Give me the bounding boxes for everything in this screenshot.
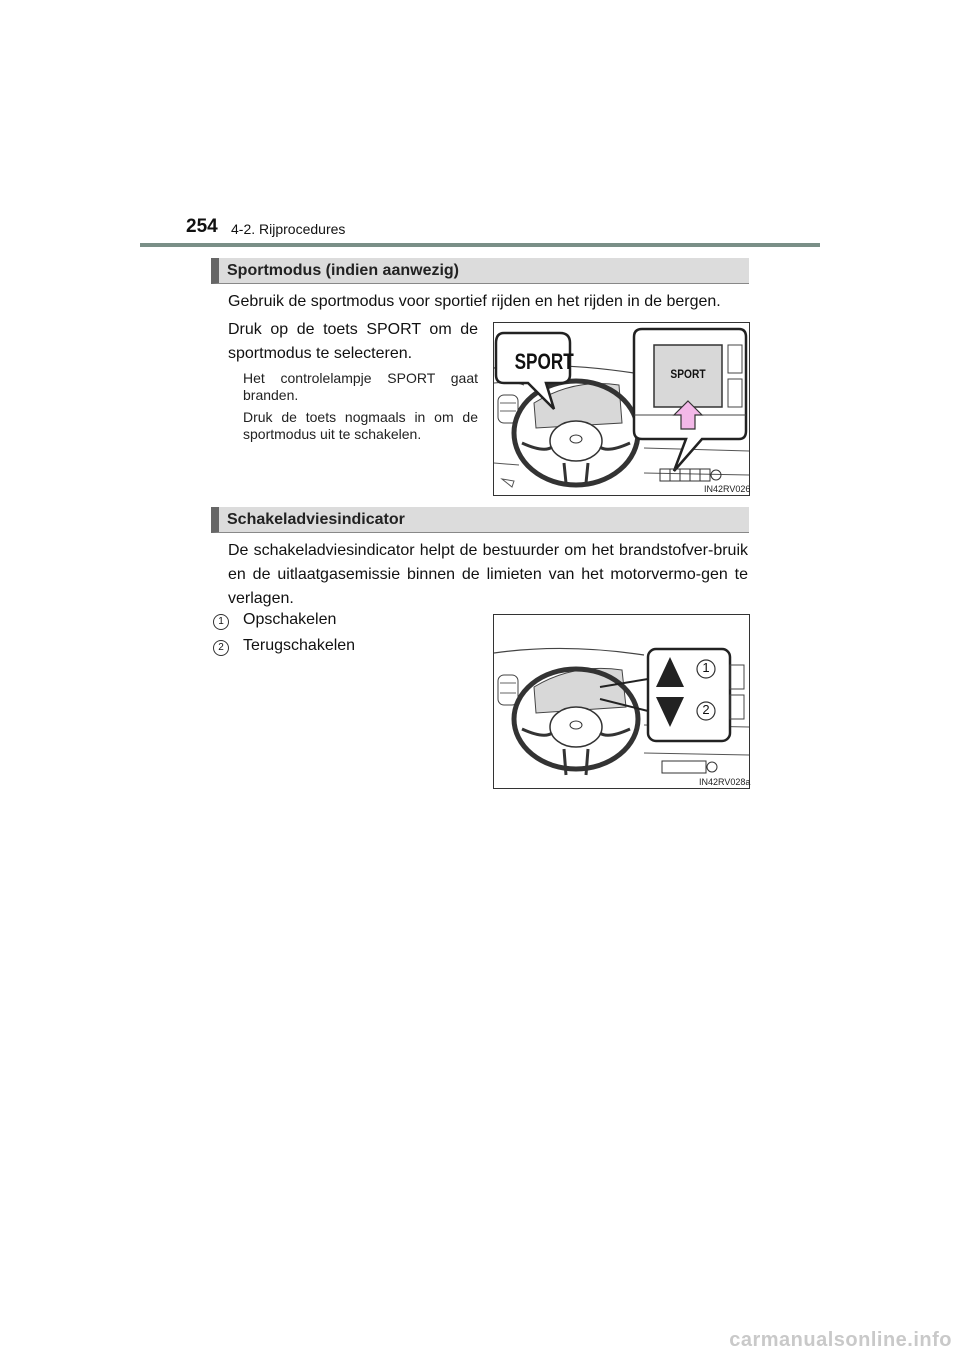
sport-callout-label: SPORT bbox=[514, 349, 574, 374]
figure-code: IN42RV026 bbox=[704, 484, 751, 494]
watermark: carmanualsonline.info bbox=[729, 1329, 952, 1351]
shift-indicator-heading bbox=[211, 507, 749, 533]
figure-code: IN42RV028a bbox=[699, 777, 751, 787]
list-item-downshift: Terugschakelen bbox=[243, 637, 356, 654]
sport-mode-instruction: Druk op de toets SPORT om de sportmodus te selecteren. bbox=[228, 321, 478, 362]
sport-mode-note-1: Het controlelampje SPORT gaat branden. bbox=[243, 370, 478, 403]
list-number-1: 1 bbox=[213, 614, 229, 630]
list-number-2: 2 bbox=[213, 640, 229, 656]
sport-mode-figure bbox=[493, 322, 750, 496]
sport-button-label: SPORT bbox=[670, 367, 706, 381]
list-item-upshift: Opschakelen bbox=[243, 611, 337, 628]
sport-mode-intro: Gebruik de sportmodus voor sportief rijden en het rijden in de bergen. bbox=[228, 293, 721, 310]
sport-mode-note-2: Druk de toets nogmaals in om de sportmodus uit te schakelen. bbox=[243, 409, 478, 442]
shift-indicator-description: De schakeladviesindicator helpt de bestuurder om het brandstofver-bruik en de uitlaatgasemissie binnen de limieten van het motorvermo-gen te verlagen. bbox=[228, 542, 748, 607]
shift-indicator-figure bbox=[493, 614, 750, 789]
header-divider bbox=[140, 243, 820, 247]
page-number: 254 bbox=[186, 216, 218, 237]
shift-indicator-heading-text: Schakeladviesindicator bbox=[227, 511, 405, 528]
section-title: 4-2. Rijprocedures bbox=[231, 221, 346, 237]
sport-mode-heading bbox=[211, 258, 749, 284]
downshift-number: 2 bbox=[702, 702, 710, 717]
upshift-number: 1 bbox=[702, 660, 710, 675]
sport-mode-heading-text: Sportmodus (indien aanwezig) bbox=[227, 262, 460, 279]
